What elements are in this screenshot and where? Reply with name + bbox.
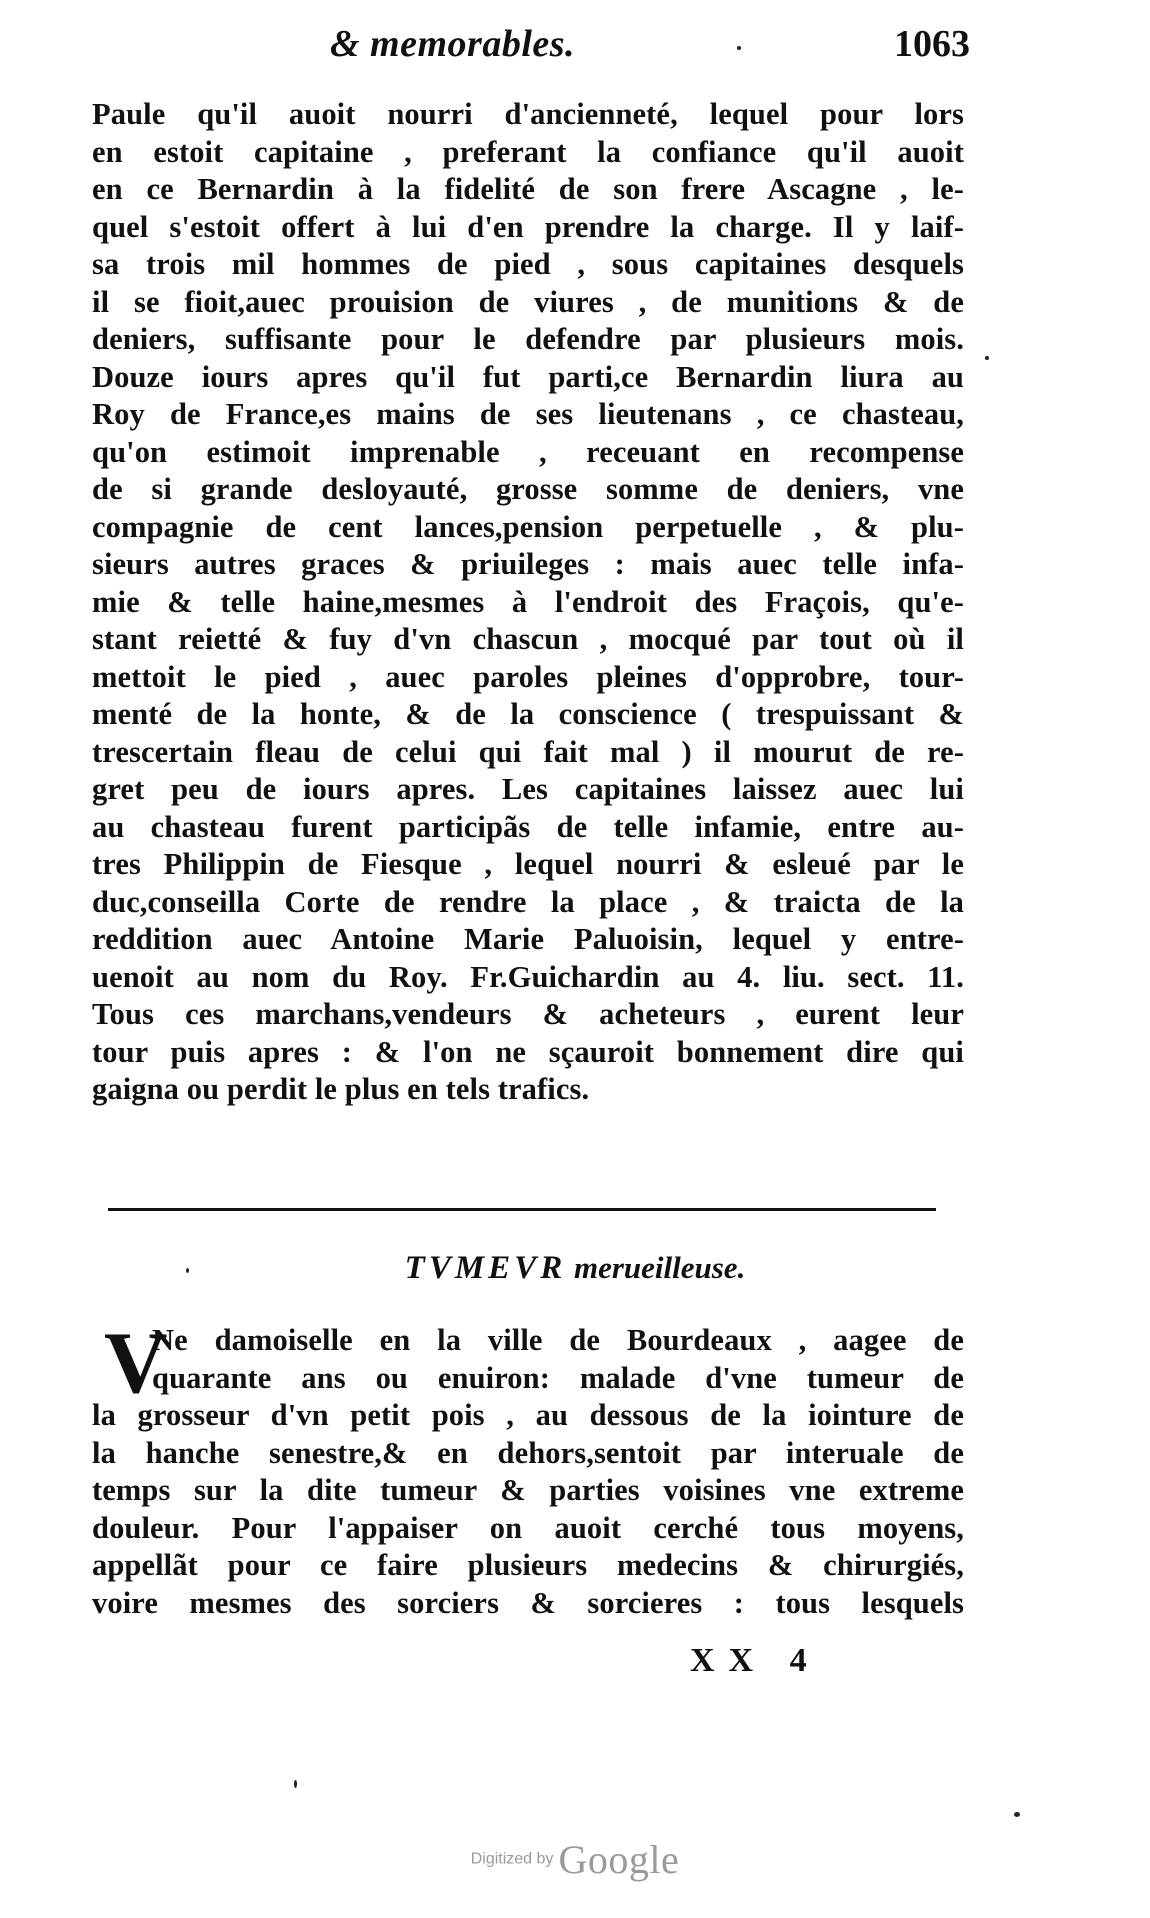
text-line: mettoit le pied , auec paroles pleines d'opprobre, tour-	[92, 659, 964, 694]
section-heading	[0, 1250, 1150, 1287]
section-heading-rest: merueilleuse.	[573, 1250, 746, 1285]
text-line: sa trois mil hommes de pied , sous capitaines desquels	[92, 247, 964, 281]
text-line: en estoit capitaine , preferant la confiance qu'il auoit	[92, 134, 964, 169]
text-line: gaigna ou perdit le plus en tels trafics.	[92, 1072, 590, 1106]
text-line: duc,conseilla Corte de rendre la place , & traicta de la	[92, 884, 964, 919]
text-line: trescertain fleau de celui qui fait mal ) il mourut de re-	[92, 734, 964, 769]
text-line: Paule qu'il auoit nourri d'ancienneté, lequel pour lors	[92, 97, 964, 131]
ink-speck	[985, 356, 989, 360]
text-line: Ne damoiselle en la ville de Bourdeaux , aagee de	[152, 1323, 964, 1357]
text-line: quarante ans ou enuiron: malade d'vne tumeur de	[152, 1360, 964, 1395]
text-line: quel s'estoit offert à lui d'en prendre la charge. Il y laif-	[92, 209, 964, 244]
text-line: voire mesmes des sorciers & sorcieres : tous lesquels	[92, 1585, 964, 1620]
text-line: stant reietté & fuy d'vn chascun , mocqué par tout où il	[92, 622, 964, 656]
section-divider	[108, 1208, 936, 1211]
text-line: en ce Bernardin à la fidelité de son frere Ascagne , le-	[92, 172, 964, 206]
text-line: il se fioit,auec prouision de viures , de munitions & de	[92, 284, 964, 319]
page-number: 1063	[894, 23, 970, 65]
text-line: appellãt pour ce faire plusieurs medecins & chirurgiés,	[92, 1548, 964, 1582]
text-line: au chasteau furent participãs de telle infamie, entre au-	[92, 809, 964, 844]
text-line: compagnie de cent lances,pension perpetuelle , & plu-	[92, 509, 964, 544]
text-line: uenoit au nom du Roy. Fr.Guichardin au 4. liu. sect. 11.	[92, 959, 964, 994]
text-line: reddition auec Antoine Marie Paluoisin, lequel y entre-	[92, 922, 964, 956]
ink-speck	[737, 46, 741, 50]
digitization-watermark	[0, 1836, 1150, 1883]
text-line: tres Philippin de Fiesque , lequel nourri & esleué par le	[92, 847, 964, 881]
text-line: menté de la honte, & de la conscience ( trespuissant &	[92, 697, 964, 731]
text-line: de si grande desloyauté, grosse somme de deniers, vne	[92, 472, 964, 506]
watermark-prefix: Digitized by	[470, 1850, 554, 1868]
text-line: douleur. Pour l'appaiser on auoit cerché tous moyens,	[92, 1510, 964, 1545]
section-heading-caps: TVMEVR	[404, 1250, 567, 1286]
text-line: deniers, suffisante pour le defendre par plusieurs mois.	[92, 322, 964, 356]
ink-speck	[1014, 1812, 1020, 1817]
text-line: mie & telle haine,mesmes à l'endroit des Fraçois, qu'e-	[92, 584, 964, 619]
text-line: Tous ces marchans,vendeurs & acheteurs , eurent leur	[92, 997, 964, 1031]
running-head	[330, 22, 970, 82]
text-line: qu'on estimoit imprenable , receuant en recompense	[92, 434, 964, 469]
watermark-brand: Google	[558, 1837, 680, 1882]
ink-speck	[186, 1268, 189, 1273]
paragraph-2	[92, 1315, 964, 1622]
text-line: sieurs autres graces & priuileges : mais auec telle infa-	[92, 547, 964, 581]
text-line: Douze iours apres qu'il fut parti,ce Bernardin liura au	[92, 359, 964, 394]
text-line: temps sur la dite tumeur & parties voisines vne extreme	[92, 1473, 964, 1507]
ink-speck	[294, 1780, 297, 1788]
running-title: & memorables.	[330, 23, 576, 65]
text-line: tour puis apres : & l'on ne sçauroit bonnement dire qui	[92, 1034, 964, 1069]
text-line: Roy de France,es mains de ses lieutenans , ce chasteau,	[92, 397, 964, 431]
text-line: la grosseur d'vn petit pois , au dessous de la iointure de	[92, 1398, 964, 1432]
drop-cap: V	[104, 1315, 168, 1412]
text-line: la hanche senestre,& en dehors,sentoit par interuale de	[92, 1435, 964, 1470]
paragraph-1	[92, 96, 964, 1109]
text-line: gret peu de iours apres. Les capitaines laissez auec lui	[92, 772, 964, 806]
signature-mark: XX 4	[690, 1642, 821, 1679]
